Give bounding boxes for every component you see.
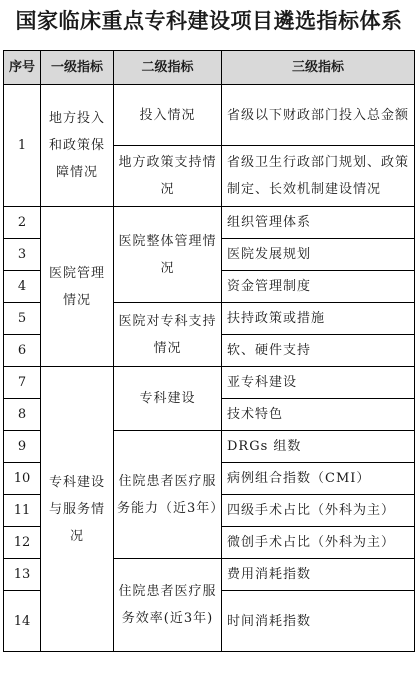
level1-cell: 专科建设与服务情况 [41, 367, 114, 652]
level3-cell: 省级卫生行政部门规划、政策制定、长效机制建设情况 [222, 146, 415, 207]
table-header-row [4, 51, 415, 85]
level2-cell: 专科建设 [114, 367, 222, 431]
level2-cell: 住院患者医疗服务能力（近3年） [114, 431, 222, 559]
header-level1: 一级指标 [41, 51, 114, 85]
row-number: 1 [4, 85, 41, 207]
row-number: 3 [4, 239, 41, 271]
row-number: 14 [4, 591, 41, 652]
table-row [4, 85, 415, 146]
level2-cell: 投入情况 [114, 85, 222, 146]
level2-cell: 医院整体管理情况 [114, 207, 222, 303]
row-number: 5 [4, 303, 41, 335]
row-number: 4 [4, 271, 41, 303]
header-level3: 三级指标 [222, 51, 415, 85]
row-number: 2 [4, 207, 41, 239]
row-number: 8 [4, 399, 41, 431]
row-number: 9 [4, 431, 41, 463]
level3-cell: 技术特色 [222, 399, 415, 431]
level2-cell: 住院患者医疗服务效率(近3年) [114, 559, 222, 652]
level2-cell: 医院对专科支持情况 [114, 303, 222, 367]
level1-cell: 地方投入和政策保障情况 [41, 85, 114, 207]
level3-cell: DRGs 组数 [222, 431, 415, 463]
header-level2: 二级指标 [114, 51, 222, 85]
row-number: 12 [4, 527, 41, 559]
table-row [4, 367, 415, 399]
header-no: 序号 [4, 51, 41, 85]
level3-cell: 时间消耗指数 [222, 591, 415, 652]
table-row [4, 207, 415, 239]
level2-cell: 地方政策支持情况 [114, 146, 222, 207]
level3-cell: 组织管理体系 [222, 207, 415, 239]
row-number: 11 [4, 495, 41, 527]
level3-cell: 病例组合指数（CMI） [222, 463, 415, 495]
row-number: 10 [4, 463, 41, 495]
row-number: 6 [4, 335, 41, 367]
level3-cell: 四级手术占比（外科为主） [222, 495, 415, 527]
row-number: 7 [4, 367, 41, 399]
level3-cell: 资金管理制度 [222, 271, 415, 303]
page-title: 国家临床重点专科建设项目遴选指标体系 [15, 9, 403, 33]
level3-cell: 软、硬件支持 [222, 335, 415, 367]
level3-cell: 医院发展规划 [222, 239, 415, 271]
indicator-table [3, 50, 415, 652]
level3-cell: 微创手术占比（外科为主） [222, 527, 415, 559]
row-number: 13 [4, 559, 41, 591]
level3-cell: 亚专科建设 [222, 367, 415, 399]
level3-cell: 扶持政策或措施 [222, 303, 415, 335]
level1-cell: 医院管理情况 [41, 207, 114, 367]
level3-cell: 省级以下财政部门投入总金额 [222, 85, 415, 146]
level3-cell: 费用消耗指数 [222, 559, 415, 591]
